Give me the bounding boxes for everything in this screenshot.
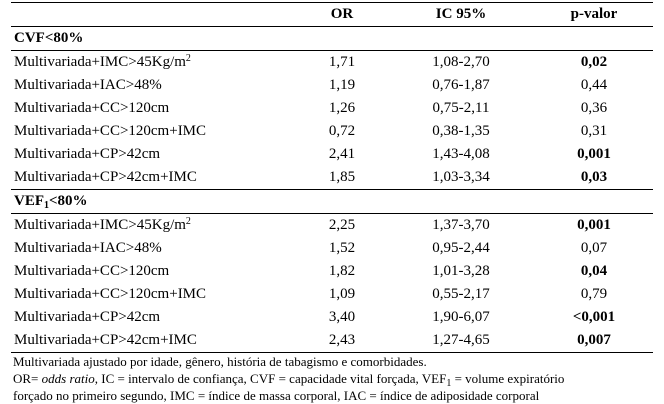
row-or-value: 2,43 — [328, 332, 356, 348]
row-ci-value: 0,55-2,17 — [432, 286, 490, 302]
footnote-abbrev-middle: , IC = intervalo de confiança, CVF = capacidade vital forçada, VEF — [94, 371, 447, 386]
row-label — [14, 74, 162, 97]
row-or-value: 1,26 — [328, 100, 356, 116]
table-row — [11, 97, 653, 120]
row-ci-value: 1,27-4,65 — [432, 332, 490, 348]
footnote-abbrev-sub: 1 — [446, 378, 452, 389]
row-ci-value: 0,75-2,11 — [432, 100, 490, 116]
row-or-value: 1,09 — [328, 286, 356, 302]
footnote-abbrev-odds-ratio: odds ratio — [41, 371, 95, 386]
row-or-value: 1,85 — [328, 169, 356, 185]
row-or-value: 0,72 — [328, 123, 356, 139]
table-row — [11, 329, 653, 352]
row-label — [14, 237, 162, 260]
row-or-value: 1,19 — [328, 77, 356, 93]
row-label-text: Multivariada+CP>42cm+IMC — [14, 332, 197, 348]
row-label-text: Multivariada+IAC>48% — [14, 240, 162, 256]
row-or-value: 3,40 — [328, 309, 356, 325]
section-vef-label-sub: 1 — [44, 200, 49, 211]
row-label — [14, 283, 206, 306]
row-p-value: 0,007 — [577, 332, 611, 348]
row-ci-value: 1,37-3,70 — [432, 217, 490, 233]
section-vef-row — [11, 190, 653, 213]
row-label-text: Multivariada+CP>42cm — [14, 309, 161, 325]
row-label-superscript: 2 — [185, 216, 191, 227]
footnote-abbreviations-cont: forçado no primeiro segundo, IMC = índice de massa corporal, IAC = índice de adiposidade corporal — [13, 388, 540, 403]
row-label — [14, 166, 197, 189]
row-ci-value: 1,08-2,70 — [432, 54, 490, 70]
row-label-superscript: 2 — [185, 53, 191, 64]
section-vef-label-text: VEF — [14, 193, 44, 209]
table-row — [11, 120, 653, 143]
footnote-adjustment: Multivariada ajustado por idade, gênero, história de tabagismo e comorbidades. — [13, 354, 427, 369]
row-label-text: Multivariada+CP>42cm+IMC — [14, 169, 197, 185]
row-ci-value: 1,43-4,08 — [432, 146, 490, 162]
table-row — [11, 283, 653, 306]
row-p-value: 0,79 — [580, 286, 608, 302]
header-p-value: p-valor — [570, 6, 618, 22]
row-label — [14, 214, 191, 237]
row-p-value: 0,001 — [577, 146, 611, 162]
row-p-value: <0,001 — [572, 309, 616, 325]
row-label — [14, 97, 169, 120]
row-label — [14, 329, 197, 352]
row-ci-value: 0,38-1,35 — [432, 123, 490, 139]
table-row — [11, 306, 653, 329]
row-or-value: 2,41 — [328, 146, 356, 162]
row-label — [14, 260, 169, 283]
row-or-value: 1,71 — [328, 54, 356, 70]
table-row — [11, 143, 653, 166]
row-p-value: 0,31 — [580, 123, 608, 139]
footnote-abbreviations — [13, 370, 564, 387]
row-ci-value: 1,03-3,34 — [432, 169, 490, 185]
row-label-text: Multivariada+CC>120cm+IMC — [14, 286, 207, 302]
table-header-row — [11, 3, 653, 26]
row-label-text: Multivariada+CC>120cm+IMC — [14, 123, 207, 139]
row-p-value: 0,04 — [580, 263, 608, 279]
row-p-value: 0,07 — [580, 240, 608, 256]
row-p-value: 0,02 — [580, 54, 608, 70]
footnote-abbrev-prefix: OR= — [13, 371, 42, 386]
row-p-value: 0,03 — [580, 169, 608, 185]
row-or-value: 1,82 — [328, 263, 356, 279]
row-p-value: 0,44 — [580, 77, 608, 93]
row-label-text: Multivariada+CC>120cm — [14, 263, 170, 279]
row-p-value: 0,001 — [577, 217, 611, 233]
row-label-text: Multivariada+CC>120cm — [14, 100, 170, 116]
row-label — [14, 120, 206, 143]
row-label — [14, 51, 191, 74]
section-vef-label-suffix: <80% — [49, 193, 88, 209]
row-label — [14, 143, 160, 166]
header-ic: IC 95% — [435, 6, 487, 22]
row-or-value: 1,52 — [328, 240, 356, 256]
table-row — [11, 214, 653, 237]
section-cvf-row — [11, 27, 653, 50]
section-vef-label — [14, 190, 88, 213]
section-cvf-label: CVF<80% — [14, 30, 84, 46]
header-or: OR — [330, 6, 354, 22]
table-row — [11, 260, 653, 283]
row-ci-value: 1,90-6,07 — [432, 309, 490, 325]
row-label — [14, 306, 160, 329]
table-row — [11, 51, 653, 74]
row-label-text: Multivariada+IMC>45Kg/m — [14, 54, 186, 70]
table-row — [11, 166, 653, 189]
row-label-text: Multivariada+CP>42cm — [14, 146, 161, 162]
table-row — [11, 74, 653, 97]
row-ci-value: 0,76-1,87 — [432, 77, 490, 93]
footnote-abbrev-suffix: = volume expiratório — [451, 371, 565, 386]
row-ci-value: 1,01-3,28 — [432, 263, 490, 279]
row-or-value: 2,25 — [328, 217, 356, 233]
row-ci-value: 0,95-2,44 — [432, 240, 490, 256]
row-label-text: Multivariada+IMC>45Kg/m — [14, 217, 186, 233]
row-p-value: 0,36 — [580, 100, 608, 116]
table-row — [11, 237, 653, 260]
row-label-text: Multivariada+IAC>48% — [14, 77, 162, 93]
